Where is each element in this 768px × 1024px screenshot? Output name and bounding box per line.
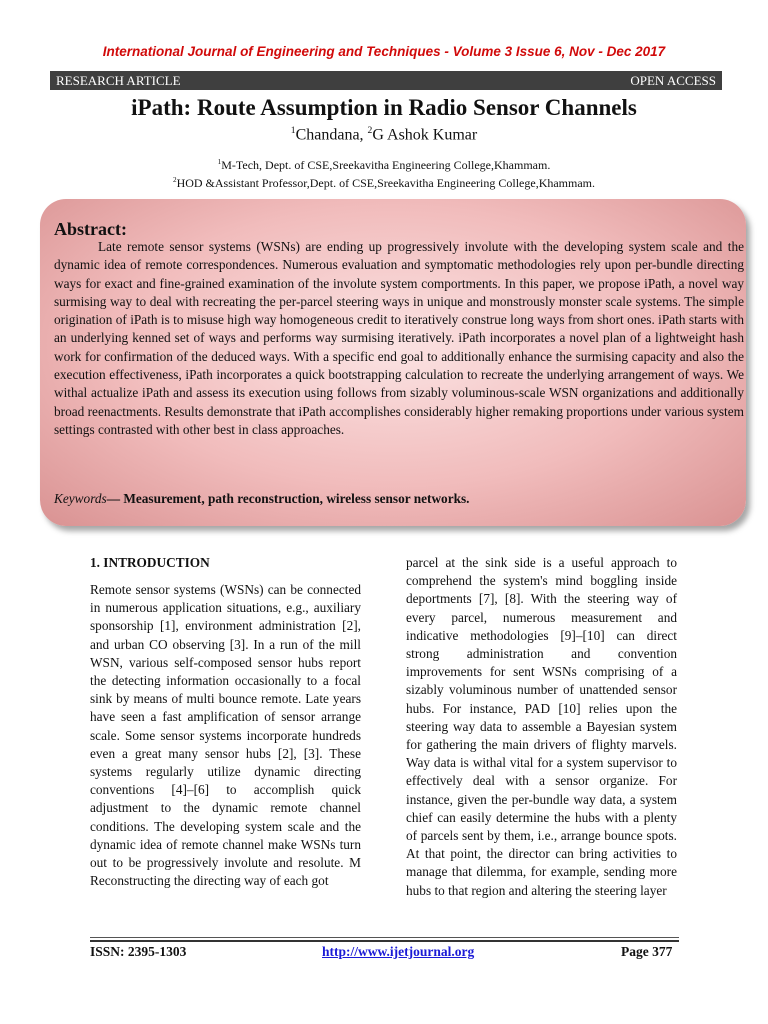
footer-rule-thick	[90, 940, 679, 942]
keywords-text: — Measurement, path reconstruction, wireless sensor networks.	[106, 491, 470, 506]
author1: Chandana,	[295, 126, 368, 144]
authors	[0, 125, 768, 144]
footer-issn: ISSN: 2395-1303	[90, 944, 187, 959]
abstract-heading: Abstract:	[54, 219, 127, 239]
open-access-label: OPEN ACCESS	[630, 73, 716, 88]
abstract-text: Late remote sensor systems (WSNs) are ending up progressively involute with the developing system scale and the dynamic idea of remote correspondences. Numerous evaluation and symptomatic methodologies rely upon per-bundle directing ways for exact and fine-grained examination of the involute system comportments. In this paper, we propose iPath, a novel way surmising way to deal with recreating the per-parcel steering ways in unique and monstrously monster scale systems. The simple origination of iPath is to misuse high way homogeneous credit to iteratively construe long ways from short ones. iPath starts with an underlying kenned set of ways and performs way surmising iteratively. iPath incorporates a novel plan of a lightweight hash work for confirmation of the deduced ways. With a specific end goal to additionally enhance the surmising capacity and also the execution effectiveness, iPath incorporates a quick bootstrapping calculation to recreate the underlying arrangement of ways. We withal actualize iPath and assess its execution using follows from sizably voluminous-scale WSN organizations and additionally broad reenactments. Results demonstrate that iPath accomplishes considerably higher remaking proportions under various system settings contrasted with other best in class approaches.	[54, 239, 744, 437]
footer-rule	[90, 937, 679, 938]
body-column-right: parcel at the sink side is a useful approach to comprehend the system's mind boggling inside deportments [7], [8]. With the steering way of every parcel, numerous measurement and indicative methodologies [9]–[10] can direct strong administration and convention improvements for sent WSNs comprising of a sizably voluminous number of unattended sensor hubs. For instance, PAD [10] relies upon the steering way data to assemble a Bayesian system for gathering the main drivers of flighty marvels. Way data is withal vital for a system supervisor to effectively deal with a sensor organize. For instance, given the per-bundle way data, a system chief can easily determine the hubs with a plenty of parcels sent by them, i.e., arrange bounce spots. At that point, the director can bring activities to manage that dilemma, for example, sending more hubs to that region and altering the steering layer	[406, 555, 677, 898]
research-article-label: RESEARCH ARTICLE	[56, 73, 181, 88]
author2: G Ashok Kumar	[372, 126, 478, 144]
aff2-mark: 2	[172, 176, 177, 184]
section-heading-introduction: 1. INTRODUCTION	[90, 555, 210, 570]
paper-title: iPath: Route Assumption in Radio Sensor Channels	[131, 95, 637, 120]
article-type-band	[50, 71, 722, 90]
footer-journal-link[interactable]: http://www.ijetjournal.org	[322, 944, 475, 959]
affiliation-1	[0, 158, 768, 173]
body-column-left: Remote sensor systems (WSNs) can be connected in numerous application situations, e.g., auxiliary sponsorship [1], environment administration [2], and urban CO observing [3]. In a run of the mill WSN, various self-composed sensor hubs report the detecting information occasionally to a focal sink by means of multi bounce remote. Late years have seen a fast amplification of sensor arrange scale. Some sensor systems incorporate hundreds even a great many sensor hubs [2], [3]. These systems regularly utilize dynamic directing conventions [4]–[6] to accomplish quick adjustment to the dynamic remote channel conditions. The developing system scale and the dynamic idea of remote channel make WSNs turn out to be progressively involute and resolute. M Reconstructing the directing way of each got	[90, 582, 361, 889]
affiliation-2	[0, 176, 768, 191]
author2-mark: 2	[367, 125, 373, 136]
aff1-mark: 1	[217, 158, 222, 166]
aff2-text: HOD &Assistant Professor,Dept. of CSE,Sreekavitha Engineering College,Khammam.	[176, 176, 596, 190]
footer-page-number: Page 377	[621, 944, 673, 959]
keywords-label: Keywords	[54, 491, 107, 506]
author1-mark: 1	[290, 125, 296, 136]
journal-header: International Journal of Engineering and Techniques - Volume 3 Issue 6, Nov - Dec 2017	[102, 44, 666, 59]
aff1-text: M-Tech, Dept. of CSE,Sreekavitha Engineering College,Khammam.	[221, 158, 551, 172]
keywords	[54, 491, 734, 507]
